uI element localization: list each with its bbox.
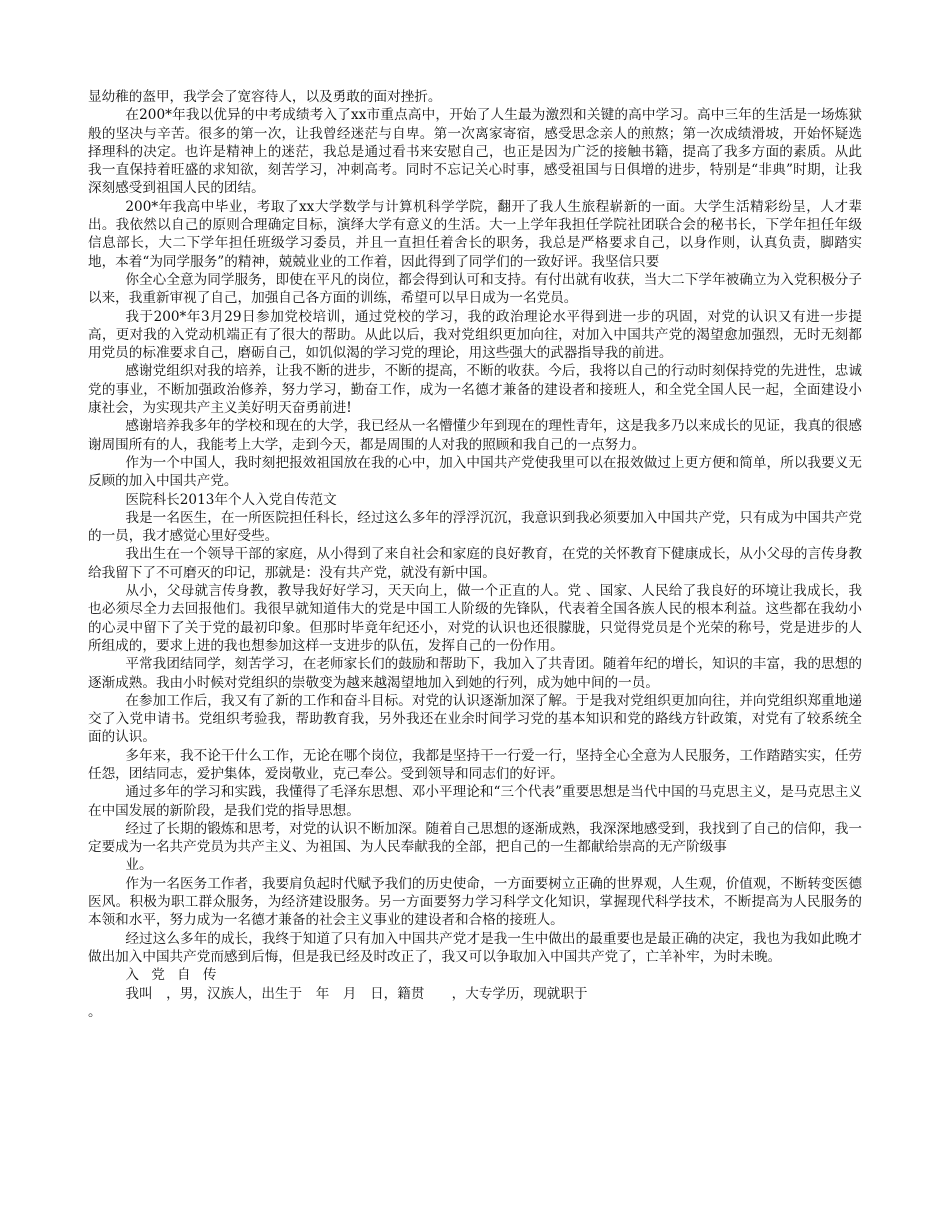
paragraph-16: 通过多年的学习和实践，我懂得了毛泽东思想、邓小平理论和“三个代表”重要思想是当代中国的马克思主义，是马克思主义在中国发展的新阶段，是我们党的指导思想。	[88, 784, 862, 819]
paragraph-5: 我于200*年3月29日参加党校培训，通过党校的学习，我的政治理论水平得到进一步的巩固，对党的认识又有进一步提高，更对我的入党动机端正有了很大的帮助。从此以后，我对党组织更加向往，对加入中国共产党的渴望愈加强烈，无时无刻都用党员的标准要求自己，磨砺自己，如饥似渴的学习党的理论，用这些强大的武器指导我的前进。	[88, 308, 862, 362]
autobiography-title: 入党自传	[125, 967, 229, 984]
paragraph-4: 你全心全意为同学服务，即使在平凡的岗位，都会得到认可和支持。有付出就有收获，当大二下学年被确立为入党积极分子以来，我重新审视了自己，加强自己各方面的训练，希望可以早日成为一名党员。	[88, 271, 862, 307]
paragraph-20: 经过这么多年的成长，我终于知道了只有加入中国共产党才是我一生中做出的最重要也是最正确的决定，我也为我如此晚才做出加入中国共产党而感到后悔，但是我已经及时改正了，我又可以争取加入中国共产党了，亡羊补牢，为时未晚。	[88, 930, 862, 965]
paragraph-1: 显幼稚的盔甲，我学会了宽容待人，以及勇敢的面对挫折。	[88, 89, 442, 105]
paragraph-19: 作为一名医务工作者，我要肩负起时代赋予我们的历史使命，一方面要树立正确的世界观，人生观，价值观，不断转变医德医风。积极为职工群众服务，为经济建设服务。另一方面要努力学习科学文化知识，掌握现代科学技术，不断提高为人民服务的本领和水平，努力成为一名德才兼备的社会主义事业的建设者和合格的接班人。	[88, 875, 862, 929]
paragraph-23: 。	[88, 1003, 102, 1020]
paragraph-8: 作为一个中国人，我时刻把报效祖国放在我的心中，加入中国共产党使我里可以在报效做过上更方便和简单，所以我要义无反顾的加入中国共产党。	[88, 454, 862, 490]
paragraph-2: 在200*年我以优异的中考成绩考入了xx市重点高中，开始了人生最为激烈和关键的高中学习。高中三年的生活是一场炼狱般的坚决与辛苦。很多的第一次，让我曾经迷茫与自卑。第一次离家寄宿，感受思念亲人的煎熬；第一次成绩滑坡，开始怀疑选择理科的决定。也许是精神上的迷茫，我总是通过看书来安慰自己，也正是因为广泛的接触书籍，提高了我多方面的素质。从此我一直保持着旺盛的求知欲，刻苦学习，冲刺高考。同时不忘记关心时事，感受祖国与日俱增的进步，特别是“非典”时期，让我深刻感受到祖国人民的团结。	[88, 107, 862, 197]
paragraph-7: 感谢培养我多年的学校和现在的大学，我已经从一名懵懂少年到现在的理性青年，这是我多乃以来成长的见证，我真的很感谢周围所有的人，我能考上大学，走到今天，都是周围的人对我的照顾和我自己的一点努力。	[88, 418, 862, 453]
paragraph-10: 我是一名医生，在一所医院担任科长，经过这么多年的浮浮沉沉，我意识到我必须要加入中国共产党，只有成为中国共产党的一员，我才感觉心里好受些。	[88, 509, 862, 545]
paragraph-14: 在参加工作后，我又有了新的工作和奋斗目标。对党的认识逐渐加深了解。于是我对党组织更加向往，并向党组织郑重地递交了入党申请书。党组织考验我，帮助教育我，另外我还在业余时间学习党的基本知识和党的路线方针政策，对党有了较系统全面的认识。	[88, 692, 862, 746]
paragraph-18: 业。	[125, 857, 153, 874]
paragraph-17: 经过了长期的锻炼和思考，对党的认识不断加深。随着自己思想的逐渐成熟，我深深地感受到，我找到了自己的信仰，我一定要成为一名共产党员为共产主义、为祖国、为人民奉献我的全部，把自己的一生都献给崇高的无产阶级事	[88, 820, 862, 856]
paragraph-6: 感谢党组织对我的培养，让我不断的进步，不断的提高，不断的收获。今后，我将以自己的行动时刻保持党的先进性，忠诚党的事业，不断加强政治修养，努力学习，勤奋工作，成为一名德才兼备的建设者和接班人，和全党全国人民一起，全面建设小康社会，为实现共产主义美好明天奋勇前进!	[88, 363, 862, 417]
section-title: 医院科长2013年个人入党自传范文	[125, 491, 337, 508]
paragraph-15: 多年来，我不论干什么工作，无论在哪个岗位，我都是坚持干一行爱一行，坚持全心全意为人民服务，工作踏踏实实，任劳任怨，团结同志，爱护集体，爱岗敬业，克己奉公。受到领导和同志们的好评。	[88, 747, 862, 782]
paragraph-22: 我叫 ，男，汉族人，出生于 年 月 日，籍贯 ，大专学历，现就职于	[125, 985, 588, 1002]
paragraph-12: 从小，父母就言传身教，教导我好好学习，天天向上，做一个正直的人。党 、国家、人民给了我良好的环境让我成长，我也必须尽全力去回报他们。我很早就知道伟大的党是中国工人阶级的先锋队，代表着全国各族人民的根本利益。这些都在我幼小的心灵中留下了关于党的最初印象。但那时毕竟年纪还小，对党的认识也还很朦胧，只觉得党员是个光荣的称号，党是进步的人所组成的，要求上进的我也想参加这样一支进步的队伍，发挥自己的一份作用。	[88, 583, 862, 654]
paragraph-13: 平常我团结同学，刻苦学习，在老师家长们的鼓励和帮助下，我加入了共青团。随着年纪的增长，知识的丰富，我的思想的逐渐成熟。我由小时候对党组织的崇敬变为越来越渴望地加入到她的行列，成为她中间的一员。	[88, 656, 862, 691]
paragraph-3: 200*年我高中毕业，考取了xx大学数学与计算机科学学院，翻开了我人生旅程崭新的一面。大学生活精彩纷呈，人才辈出。我依然以自己的原则合理确定目标，演绎大学有意义的生活。大一上学年我担任学院社团联合会的秘书长，下学年担任年级信息部长，大二下学年担任班级学习委员，并且一直担任着舍长的职务，我总是严格要求自己，以身作则，认真负责，脚踏实地，本着“为同学服务”的精神，兢兢业业的工作着，因此得到了同学们的一致好评。我坚信只要	[88, 198, 862, 270]
paragraph-11: 我出生在一个领导干部的家庭，从小得到了来自社会和家庭的良好教育，在党的关怀教育下健康成长，从小父母的言传身教给我留下了不可磨灭的印记，那就是：没有共产党，就没有新中国。	[88, 546, 862, 581]
document-page	[88, 88, 862, 1021]
